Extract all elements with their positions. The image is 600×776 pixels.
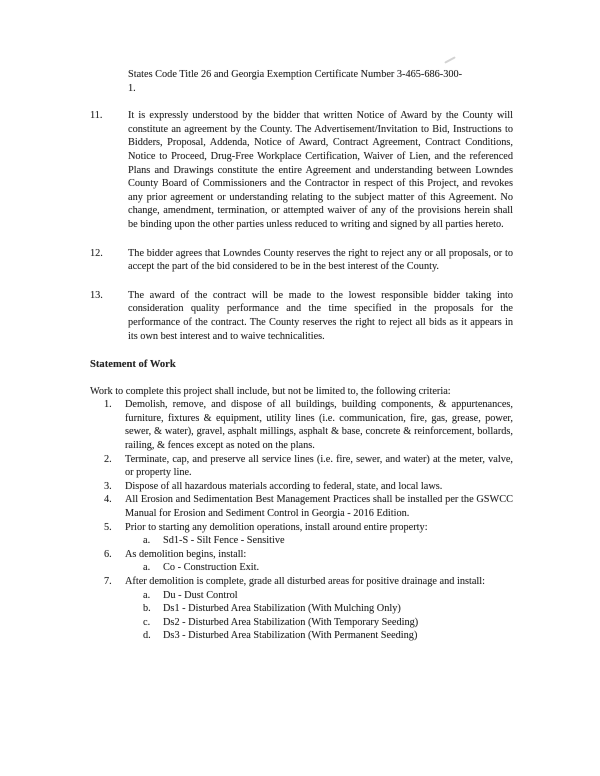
paragraph-11 [90,109,513,231]
sow-item-5-sub-a-text: Sd1-S - Silt Fence - Sensitive [163,535,285,547]
sow-item-7-sub-a [90,589,513,603]
paragraph-12-number: 12. [90,247,103,259]
sow-item-7-sub-a-text: Du - Dust Control [163,589,238,601]
sow-item-7-sub-d [90,629,513,643]
sow-item-2-number: 2. [104,453,112,465]
paragraph-11-number: 11. [90,110,103,122]
sow-item-4 [90,493,513,520]
sow-item-1-text: Demolish, remove, and dispose of all buildings, building components, & appurtenances, furniture, fixtures & equipment, utility lines (i.e. communication, fire, gas, grease, power, sewer, & water), gravel, asphalt millings, asphalt & base, concrete & reinforcement, bollards, railing, & fences except as noted on the plans. [125,399,513,452]
sow-item-7-sub-b-letter: b. [143,603,151,615]
sow-item-4-number: 4. [104,494,112,506]
sow-item-5 [90,521,513,535]
sow-item-7-number: 7. [104,576,112,587]
paragraph-13 [90,289,513,343]
sow-item-3-number: 3. [104,480,112,492]
sow-item-5-number: 5. [104,521,112,533]
sow-item-2 [90,453,513,480]
sow-item-7-sub-b [90,602,513,616]
sow-intro-text: Work to complete this project shall include, but not be limited to, the following criteria: [90,385,451,397]
sow-item-7 [90,575,513,589]
continuation-paragraph [128,68,513,95]
sow-item-7-sub-c-letter: c. [143,616,151,628]
sow-item-1-number: 1. [104,399,112,411]
sow-item-6-sub-a-letter: a. [143,562,151,574]
scan-smudge-mark [444,56,456,63]
paragraph-13-number: 13. [90,289,103,301]
sow-item-6-number: 6. [104,548,112,560]
paragraph-12 [90,247,513,274]
continuation-line-2: 1. [128,82,136,94]
sow-item-7-sub-c [90,616,513,630]
sow-item-1 [90,398,513,452]
sow-item-7-sub-c-text: Ds2 - Disturbed Area Stabilization (With Temporary Seeding) [163,616,419,628]
paragraph-12-text: The bidder agrees that Lowndes County reserves the right to reject any or all proposals, or to accept the part of the bid considered to be in the best interest of the County. [128,247,513,273]
continuation-line-1: States Code Title 26 and Georgia Exemption Certificate Number 3-465-686-300- [128,69,463,80]
sow-item-7-sub-b-text: Ds1 - Disturbed Area Stabilization (With Mulching Only) [163,603,401,615]
sow-item-5-sub-a [90,534,513,548]
sow-item-6 [90,548,513,562]
sow-item-6-sub-a [90,561,513,575]
statement-of-work-heading: Statement of Work [90,359,176,371]
sow-item-3-text: Dispose of all hazardous materials according to federal, state, and local laws. [125,480,443,492]
sow-item-7-sub-a-letter: a. [143,589,151,601]
sow-item-7-sub-d-text: Ds3 - Disturbed Area Stabilization (With Permanent Seeding) [163,630,418,642]
sow-item-5-sub-a-letter: a. [143,535,151,547]
sow-item-6-sub-a-text: Co - Construction Exit. [163,562,260,574]
paragraph-13-text: The award of the contract will be made to the lowest responsible bidder taking into consideration quality performance and the time specified in the proposals for the performance of the contract. The County reserves the right to reject all bids as it appears in its own best interest and to waive technicalities. [128,289,513,342]
sow-item-3 [90,480,513,494]
sow-item-7-text: After demolition is complete, grade all disturbed areas for positive drainage and install: [125,576,485,587]
sow-item-7-sub-d-letter: d. [143,630,151,642]
sow-item-4-text: All Erosion and Sedimentation Best Management Practices shall be installed per the GSWCC Manual for Erosion and Sediment Control in Georgia - 2016 Edition. [125,494,513,520]
sow-item-2-text: Terminate, cap, and preserve all service lines (i.e. fire, sewer, and water) at the meter, valve, or property line. [125,453,513,479]
paragraph-11-text: It is expressly understood by the bidder that written Notice of Award by the County will constitute an agreement by the County. The Advertisement/Invitation to Bid, Instructions to Bidders, Proposal, Addenda, Notice of Award, Contract Agreement, Contract Conditions, Notice to Proceed, Drug-Free Workplace Certification, Waiver of Lien, and the referenced Plans and Drawings constitute the entire Agreement and understanding between Lowndes County Board of Commissioners and the Contractor in respect of this Project, and revokes any prior agreement or understanding relating to the subject matter of this Agreement. No change, amendment, termination, or attempted waiver of any of the provisions herein shall be binding upon the other parties unless reduced to writing and signed by all parties hereto. [128,110,513,230]
sow-item-6-text: As demolition begins, install: [125,548,247,560]
sow-item-5-text: Prior to starting any demolition operations, install around entire property: [125,521,428,533]
